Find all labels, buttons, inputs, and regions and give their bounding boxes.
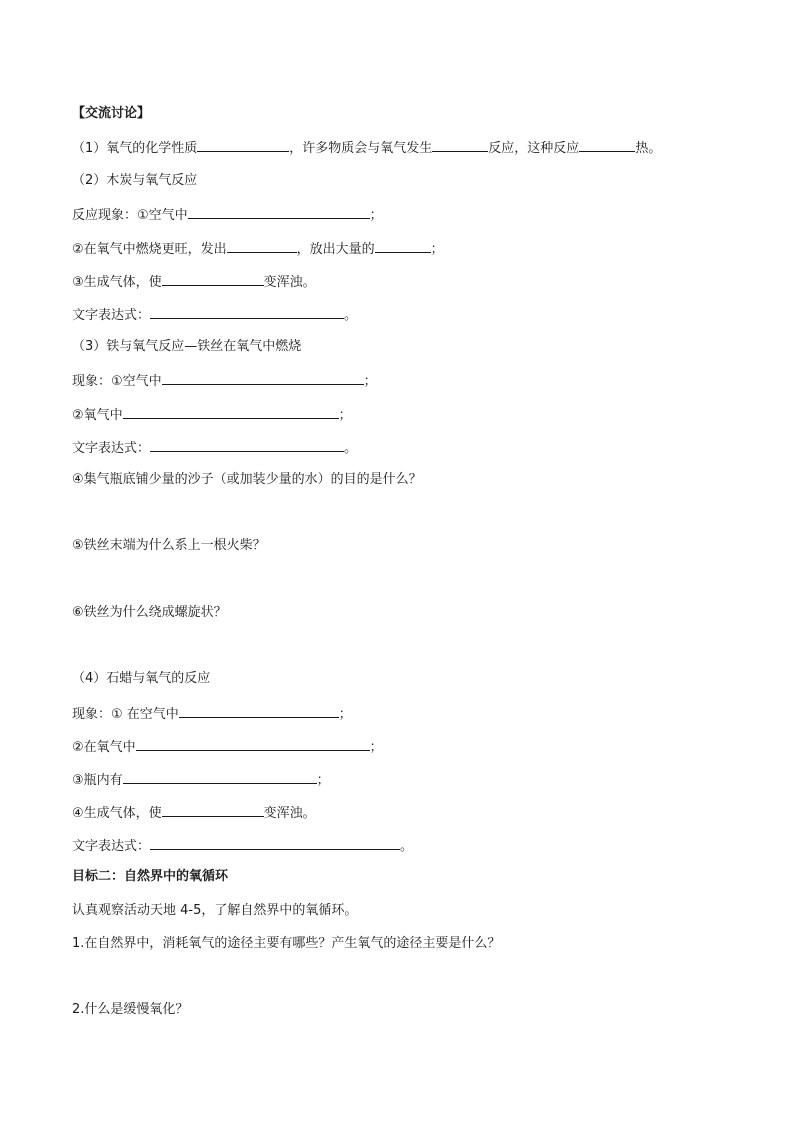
- q2-gas-blank[interactable]: [162, 271, 264, 286]
- q1-text-2: ，许多物质会与氧气发生: [289, 141, 433, 156]
- q4-bottle-blank[interactable]: [123, 769, 317, 784]
- q4-bottle-end: ；: [316, 773, 330, 788]
- q4-observation-oxygen: [72, 736, 383, 758]
- q3-word-eq-blank[interactable]: [150, 437, 344, 452]
- q4-gas-label-a: ④生成气体，使: [72, 806, 162, 821]
- q4-obs-o2-end: ；: [369, 740, 383, 755]
- q3-obs-air-label: 现象：①空气中: [72, 374, 162, 389]
- q1-blank-2[interactable]: [432, 137, 488, 152]
- goal-2-title: 目标二：自然界中的氧循环: [72, 869, 229, 884]
- question-1: [72, 137, 661, 159]
- q2-obs-air-end: ；: [369, 208, 383, 223]
- q3-observation-air: [72, 370, 377, 392]
- goal-2-intro: 认真观察活动天地 4-5，了解自然界中的氧循环。: [72, 903, 358, 918]
- q1-blank-3[interactable]: [579, 137, 635, 152]
- q4-word-eq-blank[interactable]: [150, 835, 400, 850]
- q2-word-equation: [72, 304, 357, 326]
- q2-obs-o2-end: ；: [430, 242, 444, 257]
- q3-sand-question: ④集气瓶底铺少量的沙子（或加装少量的水）的目的是什么？: [72, 472, 422, 487]
- q2-obs-air-label: 反应现象：①空气中: [72, 208, 188, 223]
- q4-gas: [72, 802, 316, 824]
- q2-observation-air: [72, 204, 383, 226]
- q2-obs-o2-label-b: ，放出大量的: [296, 242, 375, 257]
- q4-obs-air-blank[interactable]: [179, 703, 339, 718]
- q4-observation-air: [72, 703, 352, 725]
- q3-spiral-question: ⑥铁丝为什么绕成螺旋状？: [72, 605, 227, 620]
- q4-gas-blank[interactable]: [162, 802, 264, 817]
- q4-word-eq-end: 。: [400, 839, 414, 854]
- q4-obs-air-end: ；: [338, 707, 352, 722]
- q1-text-4: 热。: [635, 141, 662, 156]
- q2-obs-o2-label-a: ②在氧气中燃烧更旺，发出: [72, 242, 227, 257]
- q2-obs-air-blank[interactable]: [188, 204, 370, 219]
- q3-obs-o2-end: ；: [338, 408, 352, 423]
- q3-obs-o2-label: ②氧气中: [72, 408, 123, 423]
- q1-blank-1[interactable]: [197, 137, 289, 152]
- q1-text-1: （1）氧气的化学性质: [72, 141, 198, 156]
- q4-word-equation: [72, 835, 413, 857]
- q3-observation-oxygen: [72, 404, 352, 426]
- q3-word-eq-end: 。: [344, 441, 358, 456]
- goal-2-question-2: 2.什么是缓慢氧化？: [72, 1002, 189, 1017]
- q2-observation-oxygen: [72, 238, 444, 260]
- q2-obs-o2-blank-2[interactable]: [375, 238, 431, 253]
- q2-gas-label-a: ③生成气体，使: [72, 275, 162, 290]
- q4-obs-air-label: 现象：① 在空气中: [72, 707, 179, 722]
- question-4-title: （4）石蜡与氧气的反应: [72, 671, 211, 686]
- q2-word-eq-label: 文字表达式：: [72, 308, 151, 323]
- q2-gas: [72, 271, 316, 293]
- q4-word-eq-label: 文字表达式：: [72, 839, 151, 854]
- q4-obs-o2-blank[interactable]: [136, 736, 370, 751]
- q3-obs-air-end: ；: [363, 374, 377, 389]
- goal-2-question-1: 1.在自然界中，消耗氧气的途径主要有哪些？产生氧气的途径主要是什么？: [72, 936, 501, 951]
- q4-gas-label-b: 变浑浊。: [263, 806, 316, 821]
- q3-word-equation: [72, 437, 357, 459]
- q2-gas-label-b: 变浑浊。: [263, 275, 316, 290]
- q3-obs-o2-blank[interactable]: [123, 404, 339, 419]
- q2-word-eq-end: 。: [344, 308, 358, 323]
- question-2-title: （2）木炭与氧气反应: [72, 173, 198, 188]
- question-3-title: （3）铁与氧气反应—铁丝在氧气中燃烧: [72, 339, 302, 354]
- q3-obs-air-blank[interactable]: [162, 370, 364, 385]
- q1-text-3: 反应，这种反应: [488, 141, 580, 156]
- q3-match-question: ⑤铁丝末端为什么系上一根火柴？: [72, 538, 266, 553]
- q4-bottle: [72, 769, 330, 791]
- q2-obs-o2-blank-1[interactable]: [227, 238, 297, 253]
- discussion-header: 【交流讨论】: [72, 106, 151, 121]
- q4-bottle-label: ③瓶内有: [72, 773, 123, 788]
- q3-word-eq-label: 文字表达式：: [72, 441, 151, 456]
- q4-obs-o2-label: ②在氧气中: [72, 740, 136, 755]
- q2-word-eq-blank[interactable]: [150, 304, 344, 319]
